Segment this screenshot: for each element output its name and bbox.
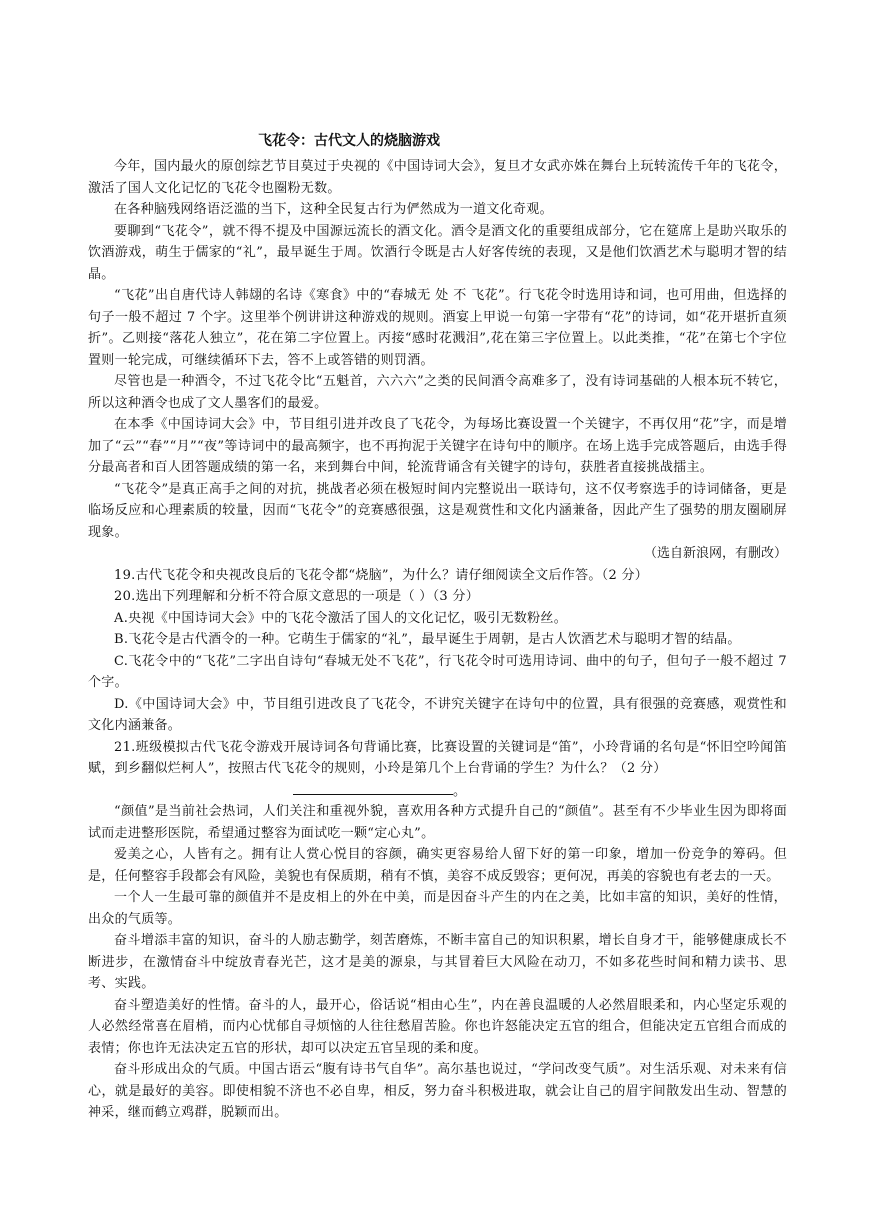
answer-end-mark: 。 (453, 783, 467, 799)
article1-paragraph-4: “飞花”出自唐代诗人韩翃的名诗《寒食》中的“春城无 处 不 飞花”。行飞花令时选用诗和词，也可用曲，但选择的句子一般不超过 7 个字。这里举个例讲讲这种游戏的规则。酒宴上甲说一句第一字带有“花”的诗词，如“花开堪折直须折”。乙则接“落花人独立”，花在第二字位置上。丙接“感时花溅泪”,花在第三字位置上。以此类推，“花”在第七个字位置则一轮完成，可继续循环下去，答不上或答错的则罚酒。 (88, 288, 787, 368)
question-19: 19.古代飞花令和央视改良后的飞花令都“烧脑”，为什么？请仔细阅读全文后作答。（2 分） (114, 567, 649, 583)
question-20-option-d: D.《中国诗词大会》中，节目组引进改良了飞花令，不讲究关键字在诗句中的位置，具有很强的竞赛感，观赏性和文化内涵兼备。 (88, 696, 787, 733)
question-20-option-a: A.央视《中国诗词大会》中的飞花令激活了国人的文化记忆，吸引无数粉丝。 (114, 610, 568, 626)
article1-paragraph-7: “飞花令”是真正高手之间的对抗，挑战者必须在极短时间内完整说出一联诗句，这不仅考察选手的诗词储备，更是临场反应和心理素质的较量，因而“飞花令”的竞赛感很强，这是观赏性和文化内涵兼备，因此产生了强势的朋友圈刷屏现象。 (88, 481, 787, 540)
article1-paragraph-2: 在各种脑残网络语泛滥的当下，这种全民复古行为俨然成为一道文化奇观。 (114, 202, 553, 217)
question-20-option-c: C.飞花令中的“飞花”二字出自诗句“春城无处不飞花”，行飞花令时可选用诗词、曲中的句子，但句子一般不超过 7 个字。 (88, 653, 787, 690)
article1-paragraph-6: 在本季《中国诗词大会》中，节目组引进并改良了飞花令，为每场比赛设置一个关键字，不再仅用“花”字，而是增加了“云”“春”“月”“夜”等诗词中的最高频字，也不再拘泥于关键字在诗句中的顺序。在场上选手完成答题后，由选手得分最高者和百人团答题成绩的第一名，来到舞台中间，轮流背诵含有关键字的诗句，获胜者直接挑战擂主。 (88, 417, 787, 475)
answer-blank-line[interactable] (88, 780, 787, 802)
article1-paragraph-1: 今年，国内最火的原创综艺节目莫过于央视的《中国诗词大会》，复旦才女武亦姝在舞台上玩转流传千年的飞花令，激活了国人文化记忆的飞花令也圈粉无数。 (88, 159, 787, 196)
question-20-option-b: B.飞花令是古代酒令的一种。它萌生于儒家的“礼”，最早诞生于周朝，是古人饮酒艺术与聪明才智的结晶。 (114, 632, 741, 647)
article2-paragraph-2: 爱美之心，人皆有之。拥有让人赏心悦目的容颜，确实更容易给人留下好的第一印象，增加一份竞争的筹码。但是，任何整容手段都会有风险，美貌也有保质期，稍有不慎，美容不成反毁容；更何况，再美的容貌也有老去的一天。 (88, 847, 787, 884)
article2-paragraph-3: 一个人一生最可靠的颜值并不是皮相上的外在中美，而是因奋斗产生的内在之美，比如丰富的知识，美好的性情，出众的气质等。 (88, 890, 787, 927)
article1-paragraph-3: 要聊到“飞花令”，就不得不提及中国源远流长的酒文化。酒令是酒文化的重要组成部分，它在筵席上是助兴取乐的饮酒游戏，萌生于儒家的“礼”，最早诞生于周。饮酒行令既是古人好客传统的表现，又是他们饮酒艺术与聪明才智的结晶。 (88, 223, 787, 282)
article-source: （选自新浪网，有删改） (643, 546, 787, 561)
article2-paragraph-4: 奋斗增添丰富的知识，奋斗的人励志勤学，刻苦磨炼，不断丰富自己的知识积累，增长自身才干，能够健康成长不断进步，在激情奋斗中绽放青春光芒，这才是美的源泉，与其冒着巨大风险在动刀，不如多花些时间和精力读书、思考、实践。 (88, 933, 787, 991)
article-title: 飞花令：古代文人的烧脑游戏 (258, 133, 440, 149)
article1-paragraph-5: 尽管也是一种酒令，不过飞花令比“五魁首，六六六”之类的民间酒令高难多了，没有诗词基础的人根本玩不转它，所以这种酒令也成了文人墨客们的最爱。 (88, 374, 787, 411)
answer-underline[interactable] (293, 780, 453, 795)
article2-paragraph-5: 奋斗塑造美好的性情。奋斗的人，最开心，俗话说“相由心生”，内在善良温暖的人必然眉眼柔和，内心坚定乐观的人必然经常喜在眉梢，而内心忧郁自寻烦恼的人往往愁眉苦脸。你也许怒能决定五官的组合，但能决定五官组合而成的表情；你也许无法决定五官的形状，却可以决定五官呈现的柔和度。 (88, 997, 787, 1056)
article2-paragraph-1: “颜值”是当前社会热词，人们关注和重视外貌，喜欢用各种方式提升自己的“颜值”。甚至有不少毕业生因为即将面试而走进整形医院，希望通过整容为面试吃一颗“定心丸”。 (88, 804, 787, 841)
question-21: 21.班级模拟古代飞花令游戏开展诗词各句背诵比赛，比赛设置的关键词是“笛”，小玲背诵的名句是“怀旧空吟闻笛赋，到乡翻似烂柯人”，按照古代飞花令的规则，小玲是第几个上台背诵的学生？为什么？（2 分） (88, 739, 787, 776)
article2-paragraph-6: 奋斗形成出众的气质。中国古语云“腹有诗书气自华”。高尔基也说过，“学问改变气质”。对生活乐观、对未来有信心，就是最好的美容。即使相貌不济也不必自卑，相反，努力奋斗积极进取，就会让自己的眉宇间散发出生动、智慧的神采，继而鹤立鸡群，脱颖而出。 (88, 1062, 787, 1120)
question-20: 20.选出下列理解和分析不符合原文意思的一项是（ ）（3 分） (114, 589, 480, 604)
